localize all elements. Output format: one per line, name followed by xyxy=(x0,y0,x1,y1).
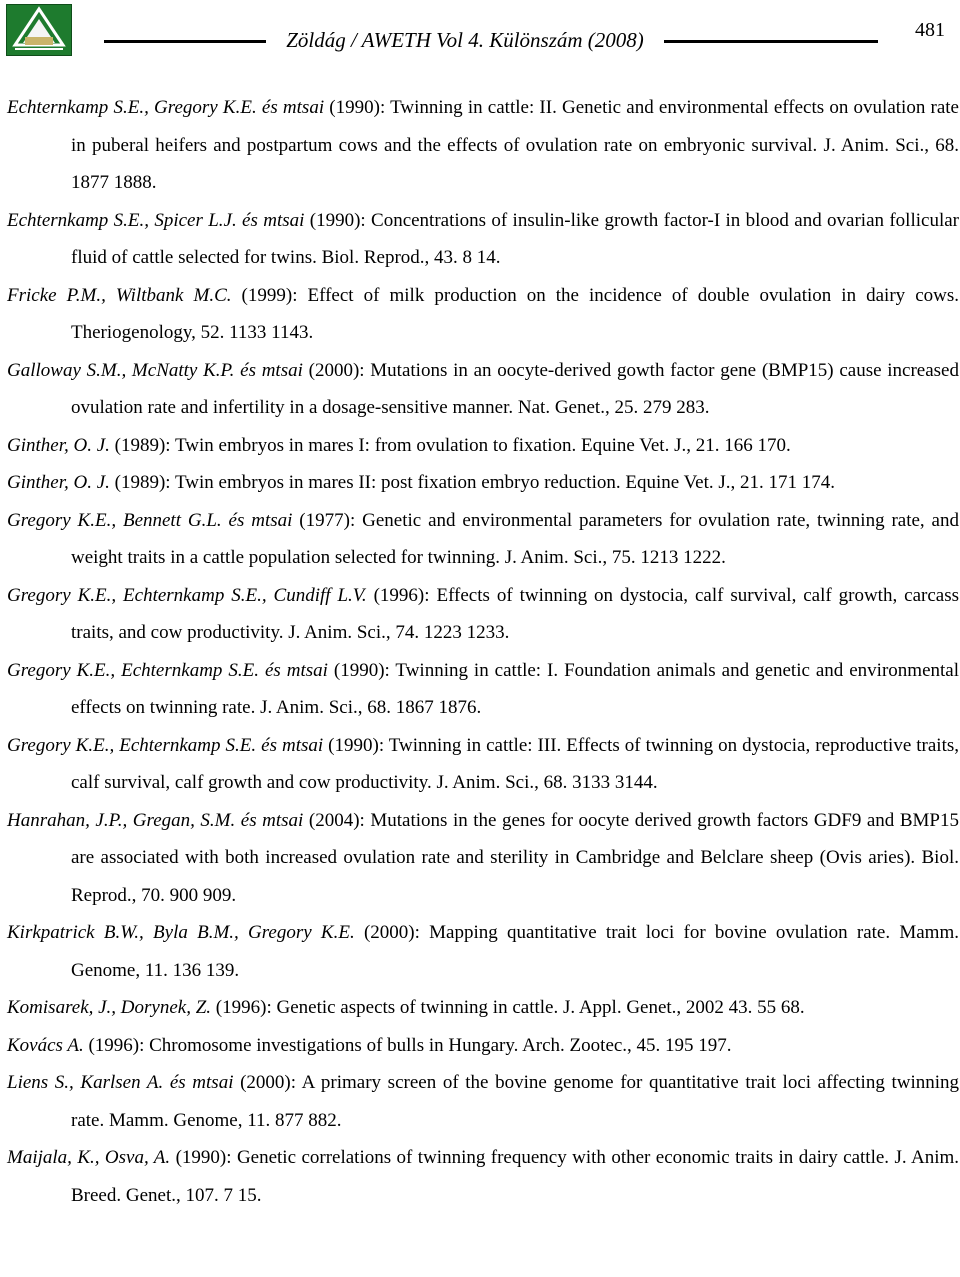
reference-text: (2004): Mutations in the genes for oocyte derived growth factors GDF9 and BMP15 are associated with both increased ovulation rate and sterility in Cambridge and Belclare sheep (Ovis aries). Biol. Reprod., 70. 900 909. xyxy=(71,809,959,906)
reference-item xyxy=(7,352,959,427)
reference-authors: Ginther, O. J. xyxy=(7,434,110,456)
reference-item xyxy=(7,1139,959,1214)
running-title: Zöldág / AWETH Vol 4. Különszám (2008) xyxy=(286,28,644,52)
reference-item xyxy=(7,989,959,1027)
reference-authors: Fricke P.M., Wiltbank M.C. xyxy=(7,284,232,306)
reference-authors: Kovács A. xyxy=(7,1034,84,1056)
reference-item xyxy=(7,1064,959,1139)
reference-text: (2000): Mapping quantitative trait loci for bovine ovulation rate. Mamm. Genome, 11. 136 139. xyxy=(71,922,959,981)
header-rule-right xyxy=(664,40,878,43)
reference-text: (1996): Effects of twinning on dystocia, calf survival, calf growth, carcass traits, and cow productivity. J. Anim. Sci., 74. 1223 1233. xyxy=(71,584,959,643)
reference-text: (1990): Concentrations of insulin-like growth factor-I in blood and ovarian follicular fluid of cattle selected for twins. Biol. Reprod., 43. 8 14. xyxy=(71,209,959,268)
reference-item xyxy=(7,89,959,202)
reference-authors: Gregory K.E., Bennett G.L. és mtsai xyxy=(7,509,293,531)
reference-text: (1996): Genetic aspects of twinning in cattle. J. Appl. Genet., 2002 43. 55 68. xyxy=(211,997,805,1018)
journal-logo-icon xyxy=(6,4,72,56)
reference-text: (1996): Chromosome investigations of bulls in Hungary. Arch. Zootec., 45. 195 197. xyxy=(83,1034,732,1056)
reference-text: (1990): Genetic correlations of twinning frequency with other economic traits in dairy cattle. J. Anim. Breed. Genet., 107. 7 15. xyxy=(71,1147,960,1206)
reference-text: (1999): Effect of milk production on the incidence of double ovulation in dairy cows. Theriogenology, 52. 1133 1143. xyxy=(71,284,959,343)
reference-authors: Liens S., Karlsen A. és mtsai xyxy=(7,1072,234,1093)
reference-authors: Komisarek, J., Dorynek, Z. xyxy=(7,997,212,1018)
reference-item xyxy=(7,802,959,915)
reference-text: (1989): Twin embryos in mares I: from ovulation to fixation. Equine Vet. J., 21. 166 170. xyxy=(109,434,791,456)
header-rule-left xyxy=(104,40,266,43)
reference-authors: Kirkpatrick B.W., Byla B.M., Gregory K.E. xyxy=(7,922,355,943)
reference-item xyxy=(7,502,959,577)
page-number: 481 xyxy=(915,19,945,41)
reference-text: (2000): Mutations in an oocyte-derived gowth factor gene (BMP15) cause increased ovulation rate and infertility in a dosage-sensitive manner. Nat. Genet., 25. 279 283. xyxy=(71,359,959,418)
reference-item xyxy=(7,1027,959,1065)
reference-authors: Echternkamp S.E., Gregory K.E. és mtsai xyxy=(7,97,325,118)
reference-text: (1990): Twinning in cattle: III. Effects of twinning on dystocia, reproductive traits, calf survival, calf growth and cow productivity. J. Anim. Sci., 68. 3133 3144. xyxy=(71,734,959,793)
reference-item xyxy=(7,202,959,277)
reference-item xyxy=(7,727,959,802)
reference-text: (1977): Genetic and environmental parameters for ovulation rate, twinning rate, and weight traits in a cattle population selected for twinning. J. Anim. Sci., 75. 1213 1222. xyxy=(71,509,959,568)
reference-authors: Galloway S.M., McNatty K.P. és mtsai xyxy=(7,359,303,381)
reference-authors: Gregory K.E., Echternkamp S.E., Cundiff L.V. xyxy=(7,584,367,606)
reference-text: (1989): Twin embryos in mares II: post fixation embryo reduction. Equine Vet. J., 21. 171 174. xyxy=(109,472,836,493)
reference-authors: Maijala, K., Osva, A. xyxy=(7,1147,171,1168)
reference-text: (1990): Twinning in cattle: II. Genetic and environmental effects on ovulation rate in puberal heifers and postpartum cows and the effects of ovulation rate on embryonic survival. J. Anim. Sci., 68. 1877 1888. xyxy=(71,97,959,193)
reference-item xyxy=(7,652,959,727)
reference-item xyxy=(7,277,959,352)
reference-authors: Gregory K.E., Echternkamp S.E. és mtsai xyxy=(7,734,324,756)
reference-authors: Ginther, O. J. xyxy=(7,472,110,493)
reference-text: (2000): A primary screen of the bovine genome for quantitative trait loci affecting twinning rate. Mamm. Genome, 11. 877 882. xyxy=(71,1072,960,1131)
page-header xyxy=(0,0,960,62)
reference-text: (1990): Twinning in cattle: I. Foundation animals and genetic and environmental effects on twinning rate. J. Anim. Sci., 68. 1867 1876. xyxy=(71,659,959,718)
reference-item xyxy=(7,577,959,652)
reference-authors: Hanrahan, J.P., Gregan, S.M. és mtsai xyxy=(7,809,304,831)
reference-authors: Echternkamp S.E., Spicer L.J. és mtsai xyxy=(7,209,305,231)
reference-authors: Gregory K.E., Echternkamp S.E. és mtsai xyxy=(7,659,328,681)
reference-item xyxy=(7,914,959,989)
reference-item xyxy=(7,427,959,465)
reference-item xyxy=(7,464,959,502)
reference-list xyxy=(7,89,959,1214)
